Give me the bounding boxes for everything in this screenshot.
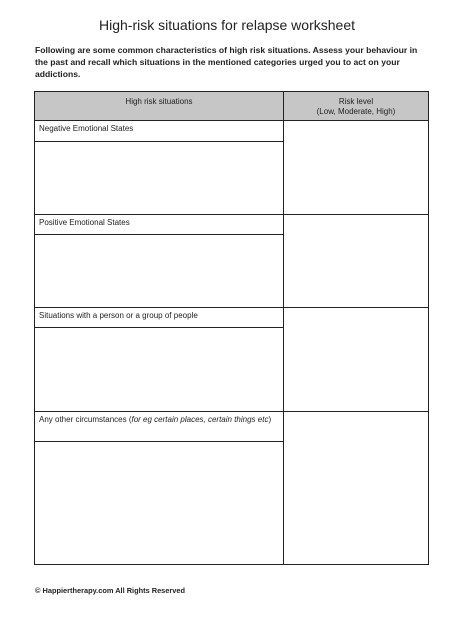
copyright-footer: © Happiertherapy.com All Rights Reserved bbox=[35, 586, 186, 595]
header-risk-level-title: Risk level bbox=[338, 97, 374, 106]
situation-write-area[interactable] bbox=[35, 235, 284, 307]
risk-level-write-area[interactable] bbox=[284, 121, 428, 214]
section-person-or-group bbox=[35, 308, 428, 412]
worksheet-table bbox=[34, 91, 429, 565]
section-label: Any other circumstances (for eg certain places, certain things etc) bbox=[35, 412, 284, 442]
situation-write-area[interactable] bbox=[35, 328, 284, 411]
section-label: Positive Emotional States bbox=[35, 215, 284, 235]
table-header-row bbox=[35, 92, 428, 121]
situation-write-area[interactable] bbox=[35, 142, 284, 214]
section-label: Situations with a person or a group of people bbox=[35, 308, 284, 328]
page-title: High-risk situations for relapse worksheet bbox=[99, 17, 355, 33]
risk-level-write-area[interactable] bbox=[284, 308, 428, 411]
header-high-risk-situations: High risk situations bbox=[35, 92, 284, 120]
risk-level-write-area[interactable] bbox=[284, 215, 428, 307]
situation-write-area[interactable] bbox=[35, 442, 284, 564]
header-risk-level bbox=[284, 92, 428, 120]
section-negative-emotional-states bbox=[35, 121, 428, 215]
section-other-circumstances bbox=[35, 412, 428, 564]
section-label: Negative Emotional States bbox=[35, 121, 284, 142]
header-risk-level-scale: (Low, Moderate, High) bbox=[316, 107, 396, 116]
section-label-examples: for eg certain places, certain things etc bbox=[131, 415, 269, 424]
instructions-text: Following are some common characteristics of high risk situations. Assess your behaviour in the past and recall which situations in the mentioned categories urged you to act on your addictions. bbox=[35, 45, 418, 79]
risk-level-write-area[interactable] bbox=[284, 412, 428, 564]
section-positive-emotional-states bbox=[35, 215, 428, 308]
